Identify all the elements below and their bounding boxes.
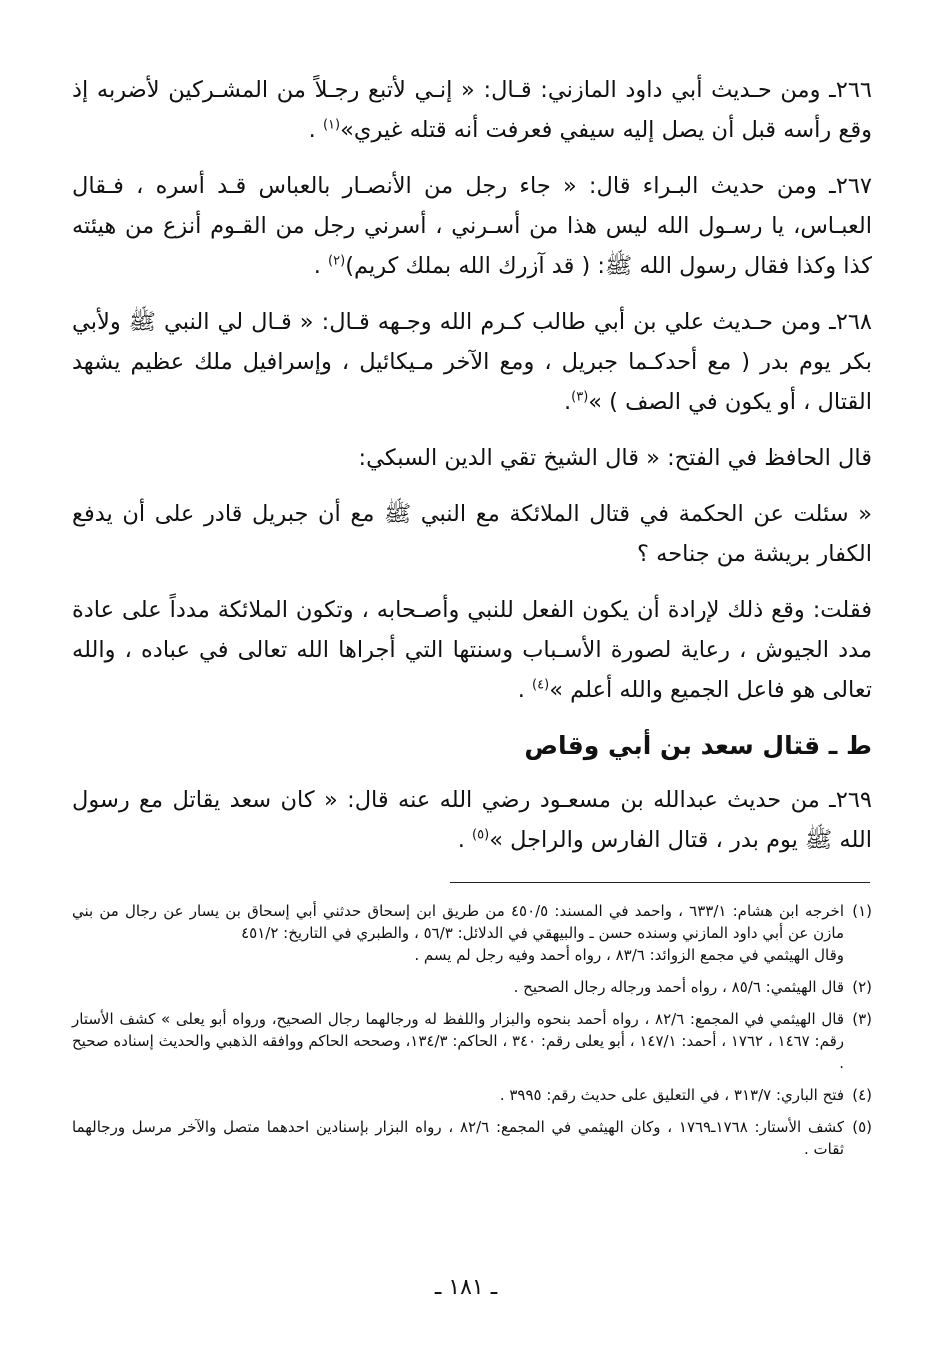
paragraph-fath-quote: قال الحافظ في الفتح: « قال الشيخ تقي الدين السبكي: bbox=[358, 445, 872, 471]
footnote-number: (٥) bbox=[852, 1118, 872, 1136]
footnotes bbox=[72, 900, 872, 1170]
footnote-number: (٢) bbox=[852, 978, 872, 996]
footnote-ref-5[interactable]: (٥) bbox=[472, 827, 490, 843]
page-number: ـ ١٨١ ـ bbox=[434, 1275, 498, 1300]
footnote-line: قال الهيثمي: ٨٥/٦ ، رواه أحمد ورجاله رجال الصحيح . bbox=[513, 978, 844, 996]
section-heading: ط ـ قتال سعد بن أبي وقاص bbox=[524, 731, 872, 760]
footnote-line: قال الهيثمي في المجمع: ٨٢/٦ ، رواه أحمد بنحوه والبزار واللفظ له ورجالهما رجال الصحيح، ورواه أبو يعلى » كشف الأستار رقم: ١٤٦٧ ، ١٧٦٢ ، أحمد: ١٤٧/١ ، أبو يعلى رقم: ٣٤٠ ، الحاكم: ١٣٤/٣، وصححه الحاكم ووافقه الذهبي والحديث إسناده صحيح . bbox=[72, 1010, 844, 1072]
footnote-number: (٣) bbox=[852, 1010, 872, 1028]
footnote-line: اخرجه ابن هشام: ٦٣٣/١ ، واحمد في المسند: ٤٥٠/٥ من طريق ابن إسحاق حدثني أبي إسحاق بن يسار عن رجال من بني مازن عن أبي داود المازني وسنده حسن ـ والبيهقي في الدلائل: ٥٦/٣ ، والطبري في التاريخ: ٤٥١/٢ bbox=[72, 902, 844, 942]
footnote-divider bbox=[450, 882, 870, 883]
footnote-ref-3[interactable]: (٣) bbox=[571, 389, 589, 405]
footnote-ref-2[interactable]: (٢) bbox=[328, 253, 346, 269]
footnote-1 bbox=[72, 900, 872, 966]
paragraph-266: ٢٦٦ـ ومن حـديث أبي داود المازني: قـال: « إنـي لأتبع رجـلاً من المشـركين لأضربه إذ وقع رأسه قبل أن يصل إليه سيفي فعرفت أنه قتله غيري»$^{(١)}$ . bbox=[72, 77, 872, 143]
footnote-line: وقال الهيثمي في مجمع الزوائد: ٨٣/٦ ، رواه أحمد وفيه رجل لم يسم . bbox=[414, 946, 844, 964]
footnote-ref-4[interactable]: (٤) bbox=[532, 677, 550, 693]
footnote-line: كشف الأستار: ١٧٦٨ـ١٧٦٩ ، وكان الهيثمي في المجمع: ٨٢/٦ ، رواه البزار بإسنادين احدهما متصل والآخر مرسل ورجالهما ثقات . bbox=[72, 1118, 845, 1158]
footnote-number: (٤) bbox=[852, 1086, 872, 1104]
paragraph-question: « سئلت عن الحكمة في قتال الملائكة مع النبي ﷺ مع أن جبريل قادر على أن يدفع الكفار بريشة من جناحه ؟ bbox=[72, 501, 872, 567]
paragraph-answer: فقلت: وقع ذلك لإرادة أن يكون الفعل للنبي وأصـحابه ، وتكون الملائكة مدداً على عادة مدد الجيوش ، رعاية لصورة الأسـباب وسنتها التي أجراها الله تعالى في عباده ، والله تعالى هو فاعل الجميع والله أعلم »$^{(٤)}$ . bbox=[72, 597, 872, 703]
paragraph-267: ٢٦٧ـ ومن حديث البـراء قال: « جاء رجل من الأنصـار بالعباس قـد أسره ، فـقال العبـاس، يا رسـول الله ليس هذا من أسـرني ، أسرني رجل من القـوم أنزع من هيئته كذا وكذا فقال رسول الله ﷺ: ( قد آزرك الله بملك كريم)$^{(٢)}$ . bbox=[72, 173, 872, 279]
footnote-5 bbox=[72, 1116, 872, 1160]
footnote-ref-1[interactable]: (١) bbox=[322, 117, 341, 133]
footnote-3 bbox=[72, 1008, 872, 1074]
footnote-2 bbox=[72, 976, 872, 998]
main-text bbox=[72, 70, 872, 876]
footnote-line: فتح الباري: ٣١٣/٧ ، في التعليق على حديث رقم: ٣٩٩٥ . bbox=[499, 1086, 844, 1104]
paragraph-269: ٢٦٩ـ من حديث عبدالله بن مسعـود رضي الله عنه قال: « كان سعد يقاتل مع رسول الله ﷺ يوم بدر ، قتال الفارس والراجل »$^{(٥)}$ . bbox=[72, 787, 872, 853]
footnote-number: (١) bbox=[852, 902, 872, 920]
paragraph-268: ٢٦٨ـ ومن حـديث علي بن أبي طالب كـرم الله وجـهه قـال: « قـال لي النبي ﷺ ولأبي بكر يوم بدر ( مع أحدكـما جبريل ، ومع الآخر مـيكائيل ، وإسرافيل ملك عظيم يشهد القتال ، أو يكون في الصف ) »$^{(٣)}$. bbox=[72, 309, 872, 415]
footnote-4 bbox=[72, 1084, 872, 1106]
